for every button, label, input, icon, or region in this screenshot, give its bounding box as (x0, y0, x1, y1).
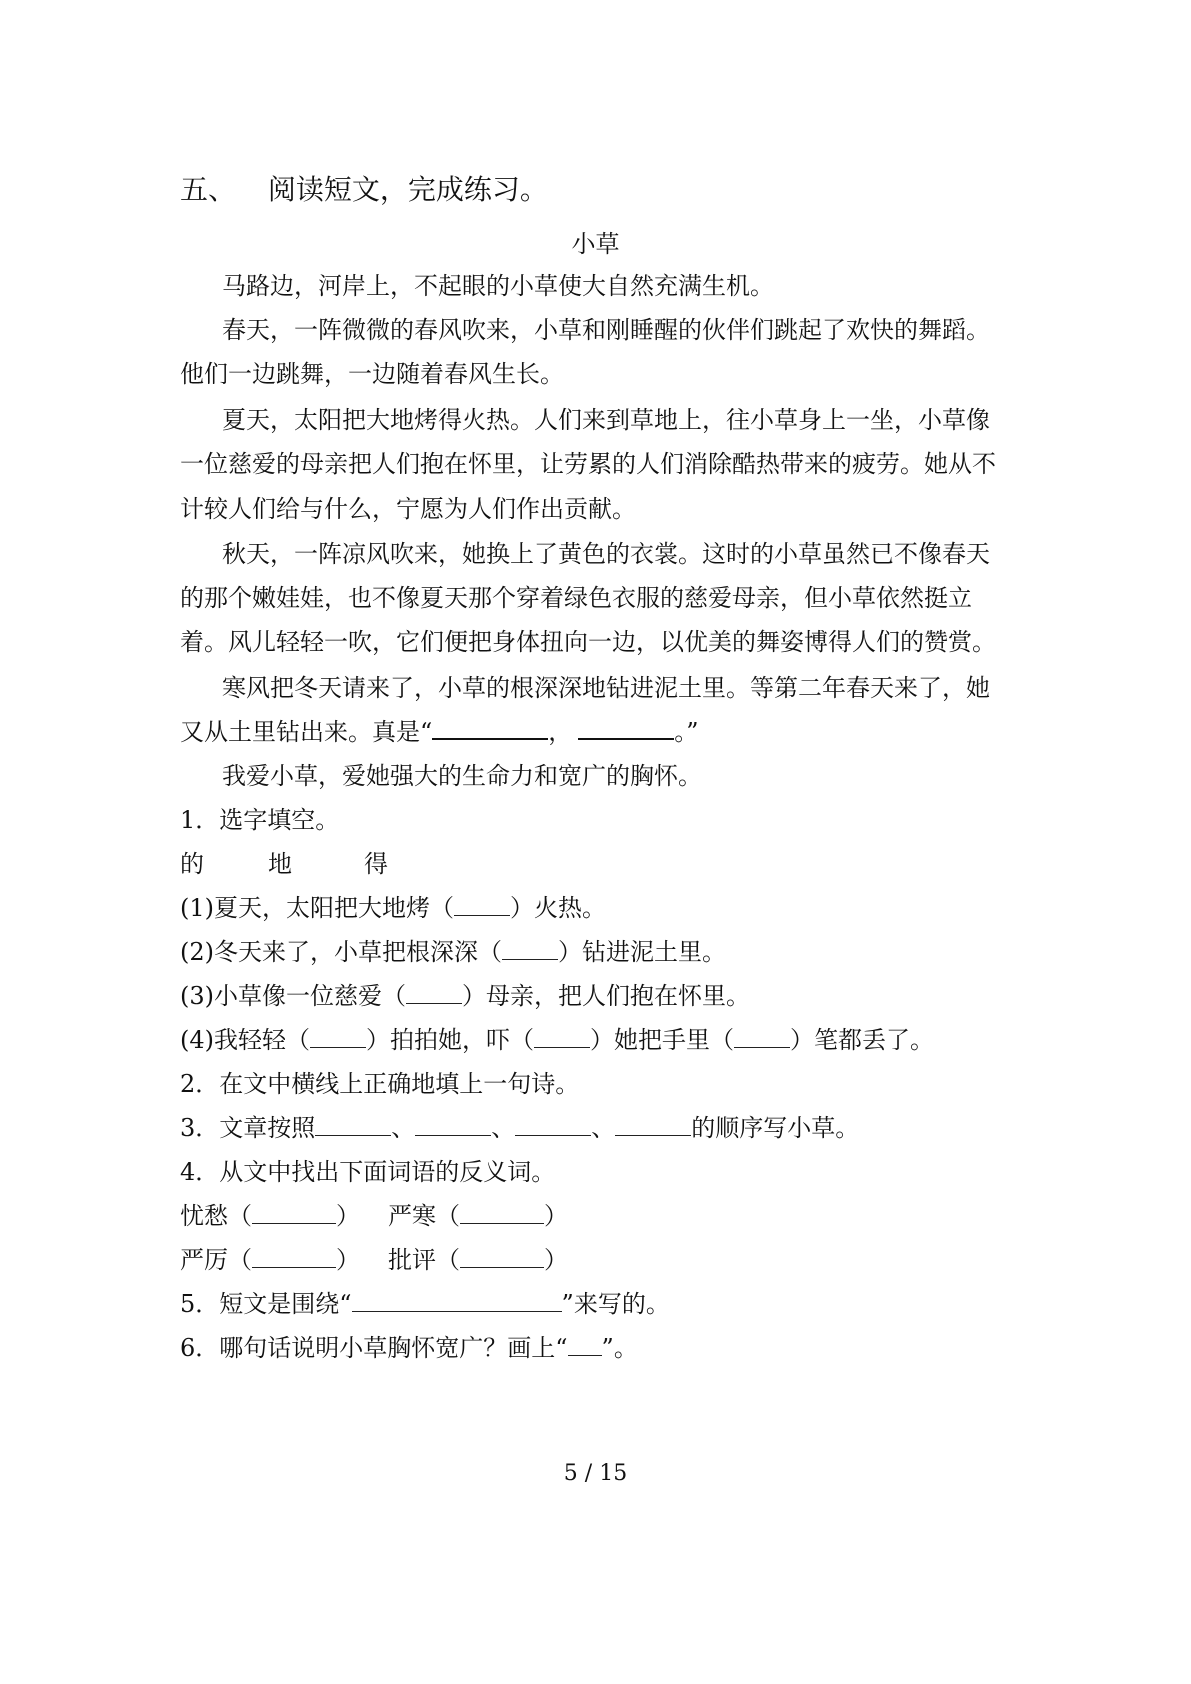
poem-blank-2[interactable] (578, 716, 674, 740)
answer-blank[interactable] (415, 1113, 491, 1136)
passage-paragraph-4-line-3: 着。风儿轻轻一吹，它们便把身体扭向一边，以优美的舞姿博得人们的赞赏。 (180, 628, 996, 656)
answer-blank[interactable] (460, 1245, 544, 1268)
underline-mark (568, 1333, 602, 1356)
answer-blank[interactable] (406, 981, 462, 1004)
answer-blank[interactable] (252, 1201, 336, 1224)
answer-blank[interactable] (315, 1113, 391, 1136)
question-6: 6．哪句话说明小草胸怀宽广？画上“ ”。 (180, 1334, 638, 1362)
passage-paragraph-2-line-1: 春天，一阵微微的春风吹来，小草和刚睡醒的伙伴们跳起了欢快的舞蹈。 (222, 316, 990, 344)
question-5: 5．短文是围绕“ ”来写的。 (180, 1290, 670, 1318)
question-3: 3．文章按照 、 、 、 的顺序写小草。 (180, 1114, 860, 1142)
choice-dei: 得 (364, 850, 388, 878)
answer-blank[interactable] (502, 937, 558, 960)
answer-blank[interactable] (515, 1113, 591, 1136)
section-title: 阅读短文，完成练习。 (267, 173, 548, 206)
question-4-row-2: 严厉（ ） 批评（ ） (180, 1246, 568, 1274)
question-1-item-3: (3)小草像一位慈爱（ ）母亲，把人们抱在怀里。 (180, 982, 750, 1010)
passage-paragraph-4-line-2: 的那个嫩娃娃，也不像夏天那个穿着绿色衣服的慈爱母亲，但小草依然挺立 (180, 584, 972, 612)
passage-paragraph-1: 马路边，河岸上，不起眼的小草使大自然充满生机。 (222, 272, 774, 300)
section-heading (180, 172, 1000, 208)
passage-paragraph-3-line-2: 一位慈爱的母亲把人们抱在怀里，让劳累的人们消除酷热带来的疲劳。她从不 (180, 450, 996, 478)
answer-blank[interactable] (454, 893, 510, 916)
poem-blank-1[interactable] (432, 716, 548, 740)
question-1-item-4: (4)我轻轻（ ）拍拍她，吓（ ）她把手里（ ）笔都丢了。 (180, 1026, 934, 1054)
passage-title: 小草 (571, 230, 620, 258)
answer-blank[interactable] (460, 1201, 544, 1224)
question-1-prompt: 1．选字填空。 (180, 806, 340, 834)
question-1-item-1: (1)夏天，太阳把大地烤（ ）火热。 (180, 894, 606, 922)
answer-blank[interactable] (252, 1245, 336, 1268)
passage-paragraph-6: 我爱小草，爱她强大的生命力和宽广的胸怀。 (222, 762, 702, 790)
answer-blank[interactable] (352, 1289, 562, 1312)
question-1-choices (180, 848, 1000, 880)
answer-blank[interactable] (310, 1025, 366, 1048)
question-2-prompt: 2．在文中横线上正确地填上一句诗。 (180, 1070, 580, 1098)
question-4-row-1: 忧愁（ ） 严寒（ ） (180, 1202, 568, 1230)
passage-paragraph-2-line-2: 他们一边跳舞，一边随着春风生长。 (180, 360, 564, 388)
passage-paragraph-3-line-3: 计较人们给与什么，宁愿为人们作出贡献。 (180, 495, 636, 523)
answer-blank[interactable] (615, 1113, 691, 1136)
choice-de: 的 (180, 850, 204, 878)
passage-paragraph-3-line-1: 夏天，太阳把大地烤得火热。人们来到草地上，往小草身上一坐，小草像 (222, 406, 990, 434)
answer-blank[interactable] (534, 1025, 590, 1048)
section-number: 五、 (180, 173, 237, 206)
passage-paragraph-4-line-1: 秋天，一阵凉风吹来，她换上了黄色的衣裳。这时的小草虽然已不像春天 (222, 540, 990, 568)
page-number: 5 / 15 (563, 1461, 628, 1486)
choice-di: 地 (268, 850, 292, 878)
answer-blank[interactable] (734, 1025, 790, 1048)
question-1-item-2: (2)冬天来了，小草把根深深（ ）钻进泥土里。 (180, 938, 726, 966)
passage-paragraph-5-line-1: 寒风把冬天请来了，小草的根深深地钻进泥土里。等第二年春天来了，她 (222, 674, 990, 702)
question-4-prompt: 4．从文中找出下面词语的反义词。 (180, 1158, 556, 1186)
passage-paragraph-5-line-2: 又从土里钻出来。真是“ ， 。” (180, 718, 699, 746)
